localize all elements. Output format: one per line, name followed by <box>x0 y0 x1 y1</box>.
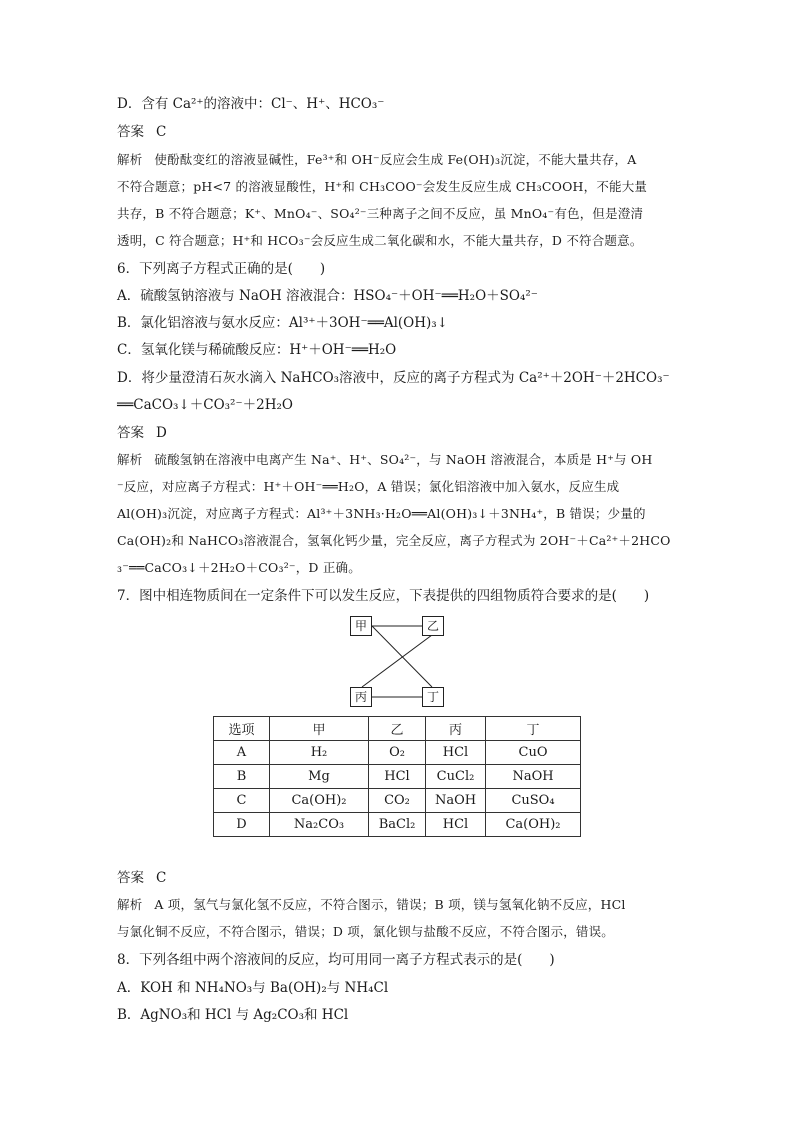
q8-option-b: B．AgNO₃和 HCl 与 Ag₂CO₃和 HCl <box>117 1007 349 1023</box>
explanation-text: 使酚酞变红的溶液显碱性，Fe³⁺和 OH⁻反应会生成 Fe(OH)₃沉淀，不能大量共存，A <box>154 152 637 167</box>
q5-answer <box>117 123 166 141</box>
node-bing: 丙 <box>350 687 372 707</box>
header-cell: 甲 <box>270 717 369 741</box>
q6-option-a: A．硫酸氢钠溶液与 NaOH 溶液混合：HSO₄⁻＋OH⁻══H₂O＋SO₄²⁻ <box>117 288 538 304</box>
table-cell: A <box>214 741 270 765</box>
q6-answer <box>117 424 167 442</box>
q5-explanation-line-1 <box>117 151 636 169</box>
explanation-label: 解析 <box>117 897 143 912</box>
table-cell: NaOH <box>426 789 486 813</box>
table-cell: HCl <box>426 741 486 765</box>
line-yi-bing <box>362 635 432 687</box>
explanation-text: A 项，氢气与氯化氢不反应，不符合图示，错误；B 项，镁与氢氧化钠不反应，HCl <box>154 897 626 912</box>
q7-stem: 7．图中相连物质间在一定条件下可以发生反应，下表提供的四组物质符合要求的是( ) <box>117 588 650 604</box>
answer-label: 答案 <box>117 124 144 140</box>
options-table <box>213 716 581 837</box>
q7-answer <box>117 869 166 887</box>
table-cell: CuSO₄ <box>486 789 581 813</box>
table-cell: HCl <box>369 765 426 789</box>
q5-option-d: D．含有 Ca²⁺的溶液中：Cl⁻、H⁺、HCO₃⁻ <box>117 96 385 112</box>
q7-explanation-line-1 <box>117 896 626 914</box>
q5-explanation-line-4: 透明，C 符合题意；H⁺和 HCO₃⁻会反应生成二氧化碳和水，不能大量共存，D 不符合题意。 <box>117 233 643 248</box>
explanation-label: 解析 <box>117 452 143 467</box>
table-header-row <box>214 717 581 741</box>
q6-option-d-line-2: ══CaCO₃↓＋CO₃²⁻＋2H₂O <box>117 397 293 413</box>
answer-value: D <box>156 425 167 441</box>
table-cell: B <box>214 765 270 789</box>
q7-explanation-line-2: 与氯化铜不反应，不符合图示，错误；D 项，氯化钡与盐酸不反应，不符合图示，错误。 <box>117 924 614 939</box>
table-row <box>214 789 581 813</box>
node-yi: 乙 <box>422 616 444 636</box>
q6-explanation-line-4: Ca(OH)₂和 NaHCO₃溶液混合，氢氧化钙少量，完全反应，离子方程式为 2OH⁻＋Ca²⁺＋2HCO <box>117 533 671 548</box>
table-cell: C <box>214 789 270 813</box>
header-cell: 选项 <box>214 717 270 741</box>
q8-option-a: A．KOH 和 NH₄NO₃与 Ba(OH)₂与 NH₄Cl <box>117 980 389 996</box>
node-jia: 甲 <box>350 616 372 636</box>
answer-label: 答案 <box>117 425 144 441</box>
answer-value: C <box>156 870 167 886</box>
table-cell: Ca(OH)₂ <box>486 813 581 837</box>
table-cell: H₂ <box>270 741 369 765</box>
node-ding: 丁 <box>422 687 444 707</box>
table-row <box>214 765 581 789</box>
explanation-label: 解析 <box>117 152 143 167</box>
explanation-text: 硫酸氢钠在溶液中电离产生 Na⁺、H⁺、SO₄²⁻，与 NaOH 溶液混合，本质是 H⁺与 OH <box>154 452 653 467</box>
q6-explanation-line-5: ₃⁻══CaCO₃↓＋2H₂O＋CO₃²⁻，D 正确。 <box>117 560 361 575</box>
table-row <box>214 741 581 765</box>
q6-option-d-line-1: D．将少量澄清石灰水滴入 NaHCO₃溶液中，反应的离子方程式为 Ca²⁺＋2OH⁻＋2HCO₃⁻ <box>117 370 670 386</box>
reaction-diagram <box>350 615 450 710</box>
q5-explanation-line-3: 共存，B 不符合题意；K⁺、MnO₄⁻、SO₄²⁻三种离子之间不反应，虽 MnO₄⁻有色，但是澄清 <box>117 206 644 221</box>
table-cell: O₂ <box>369 741 426 765</box>
q6-explanation-line-3: Al(OH)₃沉淀，对应离子方程式：Al³⁺＋3NH₃·H₂O══Al(OH)₃↓＋3NH₄⁺，B 错误；少量的 <box>117 506 646 521</box>
q6-explanation-line-2: ⁻反应，对应离子方程式：H⁺＋OH⁻══H₂O，A 错误；氯化铝溶液中加入氨水，反应生成 <box>117 479 620 494</box>
table-cell: NaOH <box>486 765 581 789</box>
header-cell: 丙 <box>426 717 486 741</box>
answer-value: C <box>156 124 167 140</box>
q8-stem: 8．下列各组中两个溶液间的反应，均可用同一离子方程式表示的是( ) <box>117 952 555 968</box>
table-cell: CuCl₂ <box>426 765 486 789</box>
table-cell: Na₂CO₃ <box>270 813 369 837</box>
q6-option-b: B．氯化铝溶液与氨水反应：Al³⁺＋3OH⁻══Al(OH)₃↓ <box>117 315 449 331</box>
table-row <box>214 813 581 837</box>
table-cell: Ca(OH)₂ <box>270 789 369 813</box>
header-cell: 乙 <box>369 717 426 741</box>
q6-option-c: C．氢氧化镁与稀硫酸反应：H⁺＋OH⁻══H₂O <box>117 342 397 358</box>
table-cell: HCl <box>426 813 486 837</box>
table-cell: BaCl₂ <box>369 813 426 837</box>
q6-explanation-line-1 <box>117 451 652 469</box>
table-cell: D <box>214 813 270 837</box>
header-cell: 丁 <box>486 717 581 741</box>
table-cell: CuO <box>486 741 581 765</box>
q5-explanation-line-2: 不符合题意；pH<7 的溶液显酸性，H⁺和 CH₃COO⁻会发生反应生成 CH₃COOH，不能大量 <box>117 179 648 194</box>
q6-stem: 6．下列离子方程式正确的是( ) <box>117 261 326 277</box>
answer-label: 答案 <box>117 870 144 886</box>
table-cell: Mg <box>270 765 369 789</box>
table-cell: CO₂ <box>369 789 426 813</box>
